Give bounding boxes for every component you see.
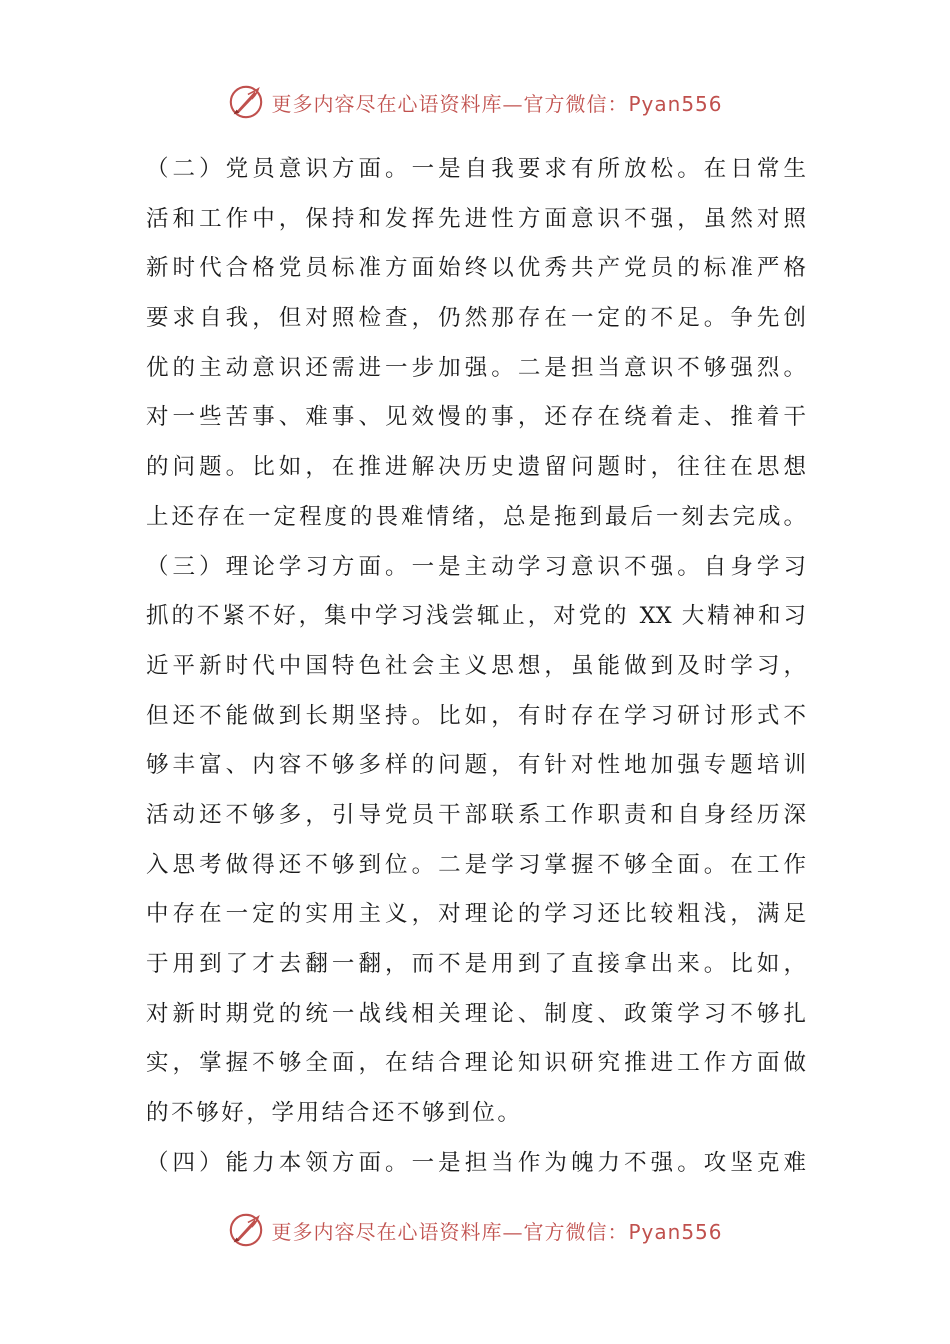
footer-wechat-id: Pyan556: [628, 1219, 723, 1244]
body-line: 对一些苦事、难事、见效慢的事，还存在绕着走、推着干: [146, 404, 806, 431]
body-line: 中存在一定的实用主义，对理论的学习还比较粗浅，满足: [146, 901, 806, 928]
footer-banner-text: [271, 1216, 722, 1245]
body-line: 的不够好，学用结合还不够到位。: [146, 1100, 523, 1127]
body-line: （三）理论学习方面。一是主动学习意识不强。自身学习: [146, 553, 806, 580]
body-line: 但还不能做到长期坚持。比如，有时存在学习研讨形式不: [146, 702, 806, 729]
document-body: [146, 145, 806, 1188]
body-line: （二）党员意识方面。一是自我要求有所放松。在日常生: [146, 156, 806, 182]
body-line: 的问题。比如，在推进解决历史遗留问题时，往往在思想: [146, 454, 806, 481]
header-wechat-id: Pyan556: [628, 91, 723, 116]
footer-banner: [0, 1208, 950, 1252]
quill-seal-logo-icon: [227, 83, 265, 121]
body-line: 抓的不紧不好，集中学习浅尝辄止，对党的 XX 大精神和习: [146, 603, 806, 630]
body-line: 活和工作中，保持和发挥先进性方面意识不强，虽然对照: [146, 205, 806, 232]
body-line: 活动还不够多，引导党员干部联系工作职责和自身经历深: [146, 801, 806, 828]
body-line: 上还存在一定程度的畏难情绪，总是拖到最后一刻去完成。: [146, 503, 806, 530]
body-line: 要求自我，但对照检查，仍然那存在一定的不足。争先创: [146, 305, 806, 332]
body-line: 优的主动意识还需进一步加强。二是担当意识不够强烈。: [146, 354, 806, 381]
body-line: （四）能力本领方面。一是担当作为魄力不强。攻坚克难: [146, 1149, 806, 1176]
header-banner-text: [271, 88, 722, 117]
body-line: 于用到了才去翻一翻，而不是用到了直接拿出来。比如，: [146, 951, 806, 977]
body-line: 对新时期党的统一战线相关理论、制度、政策学习不够扎: [146, 1000, 806, 1027]
header-banner: [0, 80, 950, 124]
body-line: 实，掌握不够全面，在结合理论知识研究推进工作方面做: [146, 1050, 806, 1077]
body-line: 够丰富、内容不够多样的问题，有针对性地加强专题培训: [146, 752, 806, 779]
body-line: 新时代合格党员标准方面始终以优秀共产党员的标准严格: [146, 255, 806, 282]
header-banner-label: 更多内容尽在心语资料库—官方微信：: [271, 91, 629, 116]
footer-banner-label: 更多内容尽在心语资料库—官方微信：: [271, 1219, 629, 1244]
body-line: 近平新时代中国特色社会主义思想，虽能做到及时学习，: [146, 652, 806, 679]
quill-seal-logo-icon: [227, 1211, 265, 1249]
body-line: 入思考做得还不够到位。二是学习掌握不够全面。在工作: [146, 851, 806, 878]
